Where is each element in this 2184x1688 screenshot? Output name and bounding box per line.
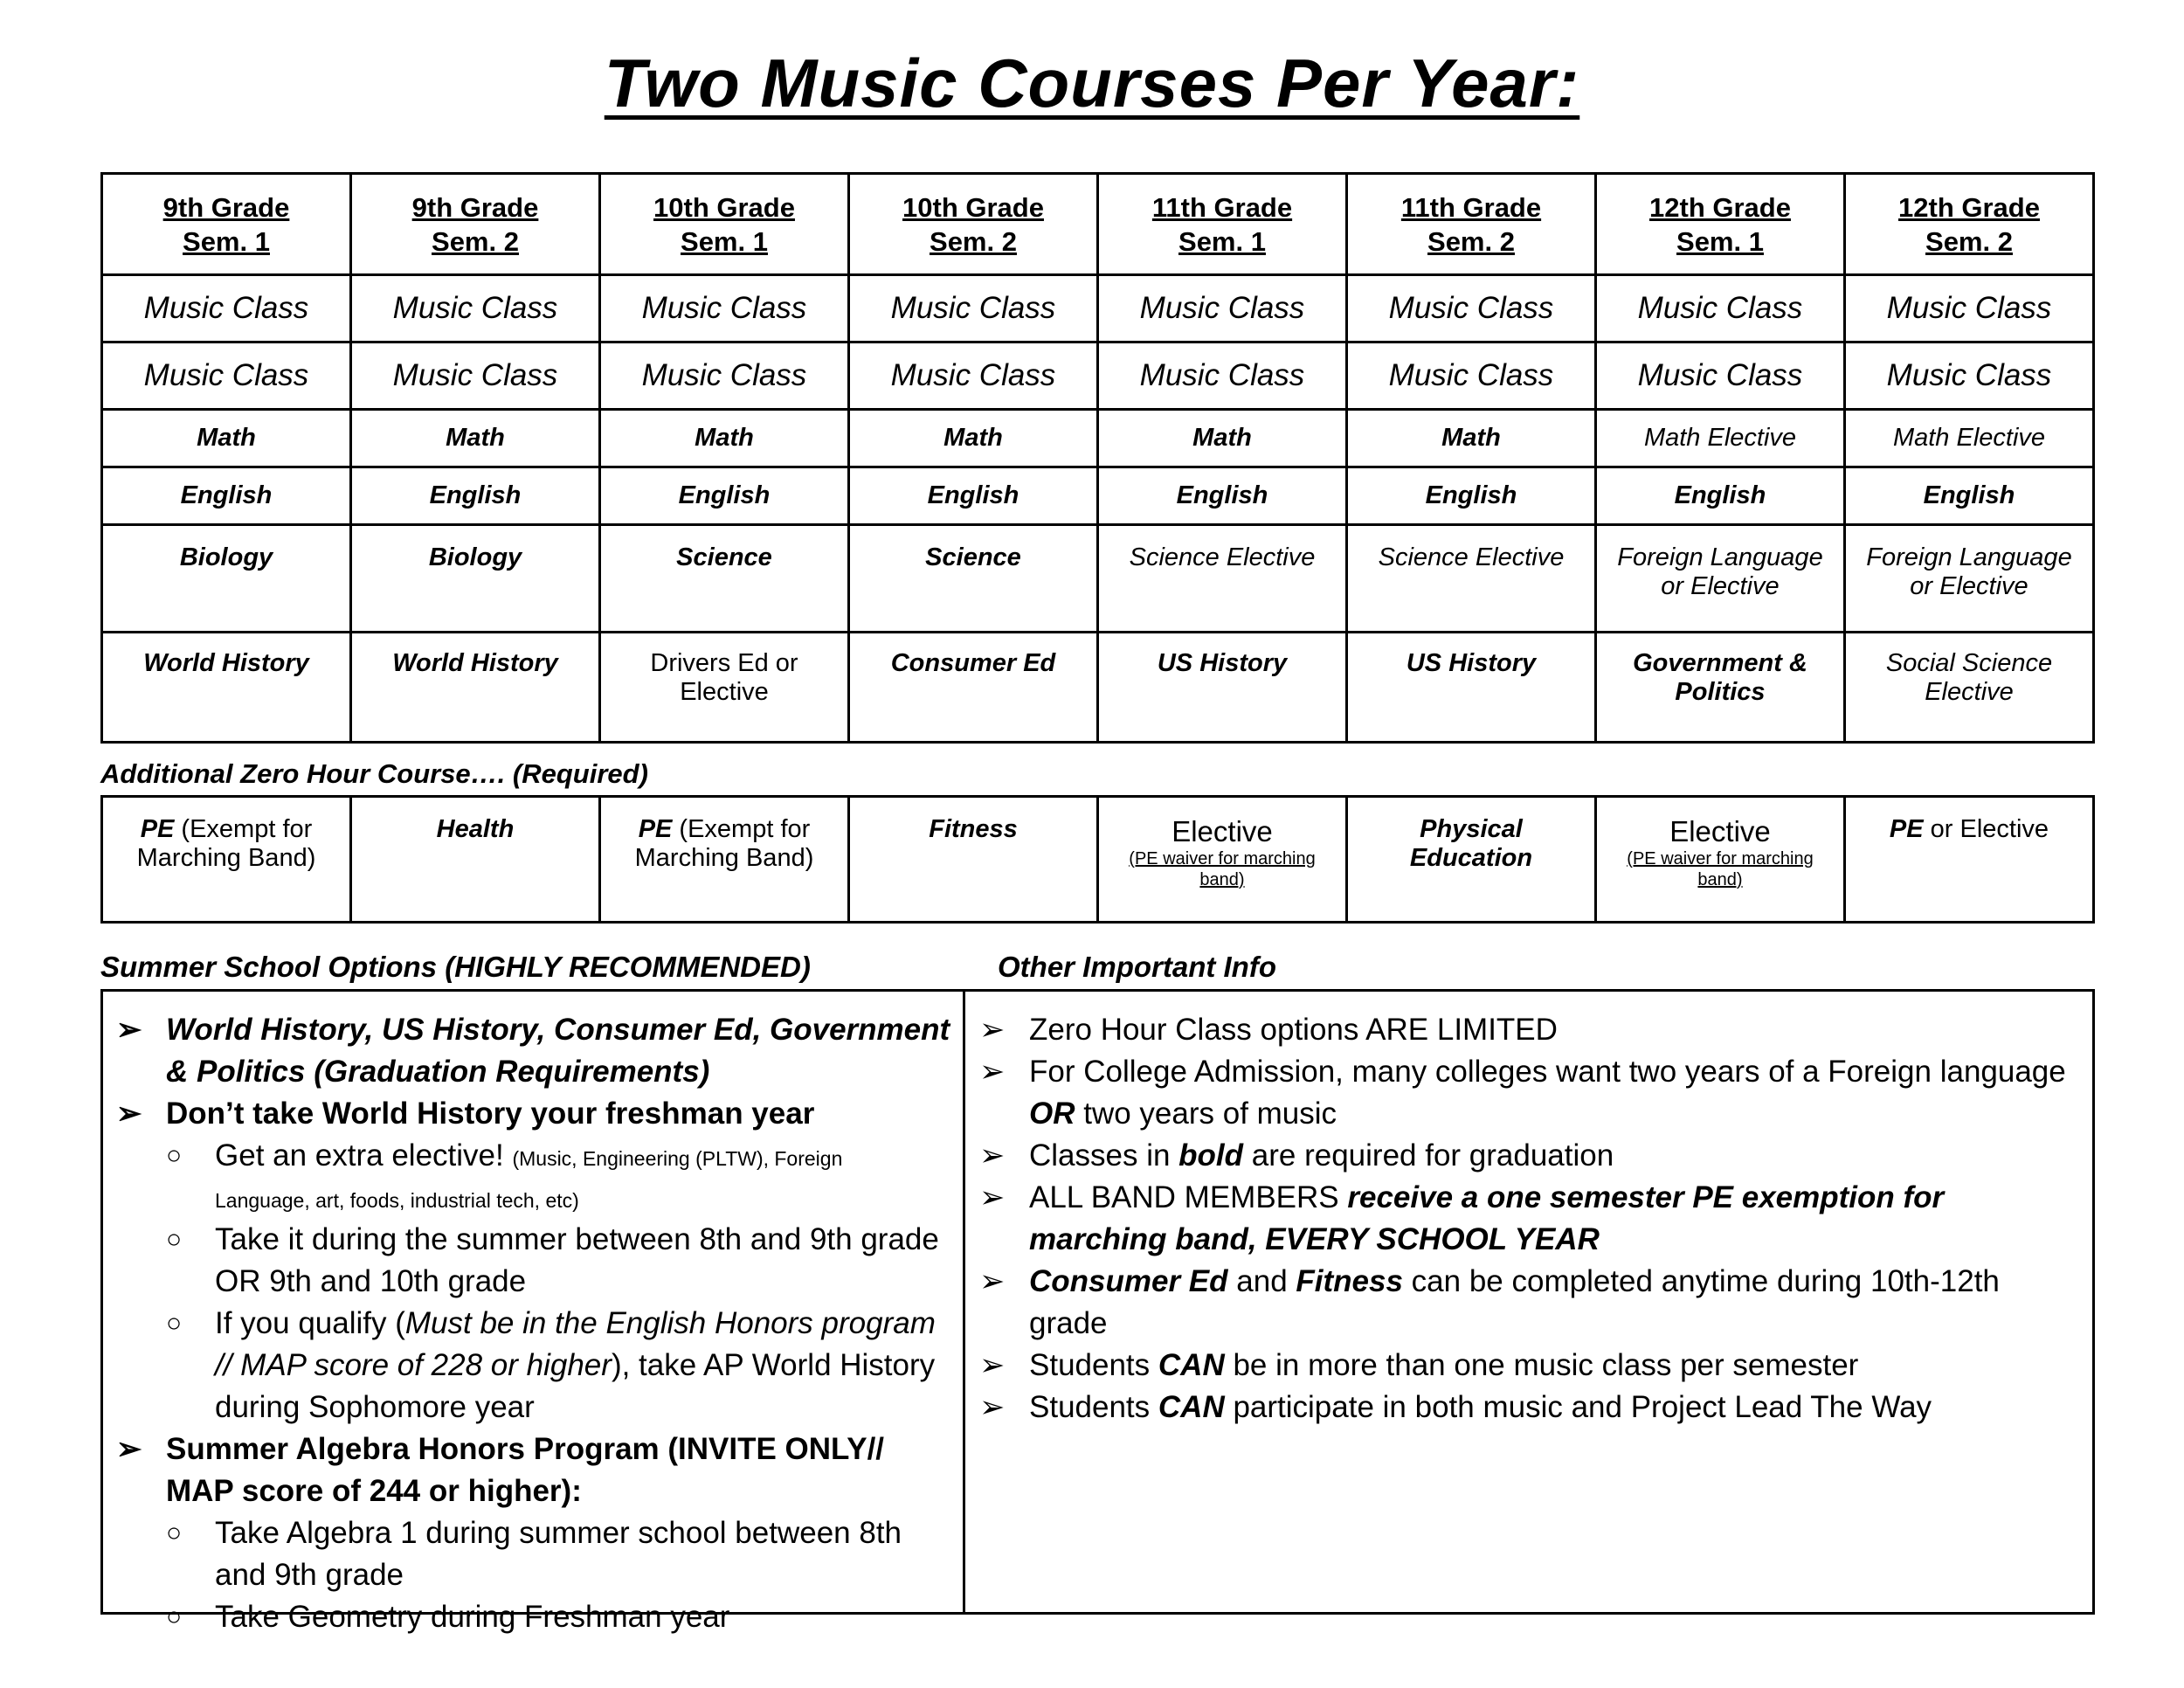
- music-cell: Music Class: [1845, 275, 2094, 342]
- science-cell: Foreign Language or Elective: [1596, 525, 1845, 633]
- social-cell: World History: [351, 633, 600, 743]
- math-cell: Math: [600, 410, 849, 467]
- english-cell: English: [351, 467, 600, 525]
- summer-school-label: Summer School Options (HIGHLY RECOMMENDED): [100, 951, 811, 983]
- science-cell: Science Elective: [1347, 525, 1596, 633]
- header-cell: 12th Grade Sem. 2: [1845, 174, 2094, 275]
- zero-hour-cell: Elective (PE waiver for marching band): [1098, 797, 1347, 923]
- music-cell: Music Class: [102, 275, 351, 342]
- social-cell: Drivers Ed or Elective: [600, 633, 849, 743]
- music-cell: Music Class: [351, 342, 600, 410]
- header-cell: 10th Grade Sem. 1: [600, 174, 849, 275]
- other-info-list: [979, 1009, 2080, 1429]
- circle-bullet-icon: ○: [166, 1519, 183, 1547]
- math-cell: Math: [102, 410, 351, 467]
- list-item: ➢ Classes in bold are required for graduation: [979, 1135, 2080, 1177]
- science-row: [102, 525, 2094, 633]
- music-cell: Music Class: [600, 275, 849, 342]
- social-studies-row: [102, 633, 2094, 743]
- header-cell: 11th Grade Sem. 1: [1098, 174, 1347, 275]
- zero-hour-label: Additional Zero Hour Course…. (Required): [100, 758, 648, 789]
- zero-hour-row: [102, 797, 2094, 923]
- music-cell: Music Class: [351, 275, 600, 342]
- music-cell: Music Class: [1098, 275, 1347, 342]
- music-cell: Music Class: [1347, 342, 1596, 410]
- music-cell: Music Class: [849, 342, 1098, 410]
- list-item: ➢ Don’t take World History your freshman year: [116, 1093, 955, 1135]
- zero-hour-table: [100, 795, 2095, 924]
- list-item: ➢ Students CAN be in more than one music class per semester: [979, 1345, 2080, 1387]
- schedule-table: [100, 172, 2095, 744]
- science-cell: Science: [849, 525, 1098, 633]
- list-item: ➢ For College Admission, many colleges want two years of a Foreign language OR two years of music: [979, 1051, 2080, 1135]
- sub-list-item: ○ Take Geometry during Freshman year: [116, 1596, 955, 1638]
- header-cell: 9th Grade Sem. 2: [351, 174, 600, 275]
- social-cell: Consumer Ed: [849, 633, 1098, 743]
- math-cell: Math: [1347, 410, 1596, 467]
- sub-list-item: ○ If you qualify (Must be in the English Honors program // MAP score of 228 or higher), take AP World History during Sophomore year: [116, 1303, 955, 1429]
- social-cell: World History: [102, 633, 351, 743]
- header-cell: 12th Grade Sem. 1: [1596, 174, 1845, 275]
- science-cell: Biology: [102, 525, 351, 633]
- science-cell: Biology: [351, 525, 600, 633]
- sub-list-item: ○ Get an extra elective! (Music, Engineering (PLTW), Foreign Language, art, foods, industrial tech, etc): [116, 1135, 955, 1219]
- music-cell: Music Class: [849, 275, 1098, 342]
- music-cell: Music Class: [1596, 342, 1845, 410]
- social-cell: Social Science Elective: [1845, 633, 2094, 743]
- header-cell: 10th Grade Sem. 2: [849, 174, 1098, 275]
- column-divider: [963, 992, 965, 1612]
- english-cell: English: [1596, 467, 1845, 525]
- math-cell: Math: [351, 410, 600, 467]
- circle-bullet-icon: ○: [166, 1602, 183, 1631]
- header-cell: 11th Grade Sem. 2: [1347, 174, 1596, 275]
- math-cell: Math Elective: [1596, 410, 1845, 467]
- list-item: ➢ ALL BAND MEMBERS receive a one semester PE exemption for marching band, EVERY SCHOOL YEAR: [979, 1177, 2080, 1261]
- arrow-bullet-icon: ➢: [979, 1013, 1006, 1047]
- social-cell: US History: [1347, 633, 1596, 743]
- english-cell: English: [600, 467, 849, 525]
- list-item: ➢ Summer Algebra Honors Program (INVITE ONLY// MAP score of 244 or higher):: [116, 1429, 955, 1512]
- zero-hour-cell: Elective (PE waiver for marching band): [1596, 797, 1845, 923]
- music-cell: Music Class: [600, 342, 849, 410]
- zero-hour-cell: Health: [351, 797, 600, 923]
- list-item: ➢ Consumer Ed and Fitness can be completed anytime during 10th-12th grade: [979, 1261, 2080, 1345]
- english-cell: English: [102, 467, 351, 525]
- music-cell: Music Class: [1098, 342, 1347, 410]
- circle-bullet-icon: ○: [166, 1225, 183, 1254]
- arrow-bullet-icon: ➢: [116, 1013, 142, 1047]
- summer-school-list: [116, 1009, 955, 1638]
- arrow-bullet-icon: ➢: [116, 1432, 142, 1466]
- arrow-bullet-icon: ➢: [979, 1180, 1006, 1214]
- science-cell: Science: [600, 525, 849, 633]
- math-cell: Math: [849, 410, 1098, 467]
- science-cell: Foreign Language or Elective: [1845, 525, 2094, 633]
- circle-bullet-icon: ○: [166, 1141, 183, 1170]
- music-row: [102, 275, 2094, 342]
- info-box: [100, 989, 2095, 1634]
- sub-list-item: ○ Take Algebra 1 during summer school between 8th and 9th grade: [116, 1512, 955, 1596]
- list-item: ➢ Students CAN participate in both music and Project Lead The Way: [979, 1387, 2080, 1429]
- social-cell: Government & Politics: [1596, 633, 1845, 743]
- english-row: [102, 467, 2094, 525]
- circle-bullet-icon: ○: [166, 1309, 183, 1338]
- header-cell: 9th Grade Sem. 1: [102, 174, 351, 275]
- arrow-bullet-icon: ➢: [979, 1348, 1006, 1382]
- music-cell: Music Class: [1347, 275, 1596, 342]
- zero-hour-cell: Fitness: [849, 797, 1098, 923]
- arrow-bullet-icon: ➢: [116, 1097, 142, 1131]
- music-cell: Music Class: [1845, 342, 2094, 410]
- social-cell: US History: [1098, 633, 1347, 743]
- list-item: ➢ World History, US History, Consumer Ed, Government & Politics (Graduation Requirements): [116, 1009, 955, 1093]
- zero-hour-cell: PE or Elective: [1845, 797, 2094, 923]
- english-cell: English: [1845, 467, 2094, 525]
- zero-hour-cell: Physical Education: [1347, 797, 1596, 923]
- science-cell: Science Elective: [1098, 525, 1347, 633]
- english-cell: English: [849, 467, 1098, 525]
- math-cell: Math: [1098, 410, 1347, 467]
- music-row: [102, 342, 2094, 410]
- music-cell: Music Class: [1596, 275, 1845, 342]
- arrow-bullet-icon: ➢: [979, 1055, 1006, 1089]
- math-row: [102, 410, 2094, 467]
- zero-hour-cell: PE (Exempt for Marching Band): [600, 797, 849, 923]
- other-info-label: Other Important Info: [998, 951, 1276, 983]
- table-header-row: [102, 174, 2094, 275]
- list-item: ➢ Zero Hour Class options ARE LIMITED: [979, 1009, 2080, 1051]
- sub-list-item: ○ Take it during the summer between 8th and 9th grade OR 9th and 10th grade: [116, 1219, 955, 1303]
- math-cell: Math Elective: [1845, 410, 2094, 467]
- zero-hour-cell: PE (Exempt for Marching Band): [102, 797, 351, 923]
- arrow-bullet-icon: ➢: [979, 1264, 1006, 1298]
- english-cell: English: [1098, 467, 1347, 525]
- arrow-bullet-icon: ➢: [979, 1138, 1006, 1173]
- music-cell: Music Class: [102, 342, 351, 410]
- page-title: Two Music Courses Per Year:: [604, 45, 1580, 121]
- arrow-bullet-icon: ➢: [979, 1390, 1006, 1424]
- english-cell: English: [1347, 467, 1596, 525]
